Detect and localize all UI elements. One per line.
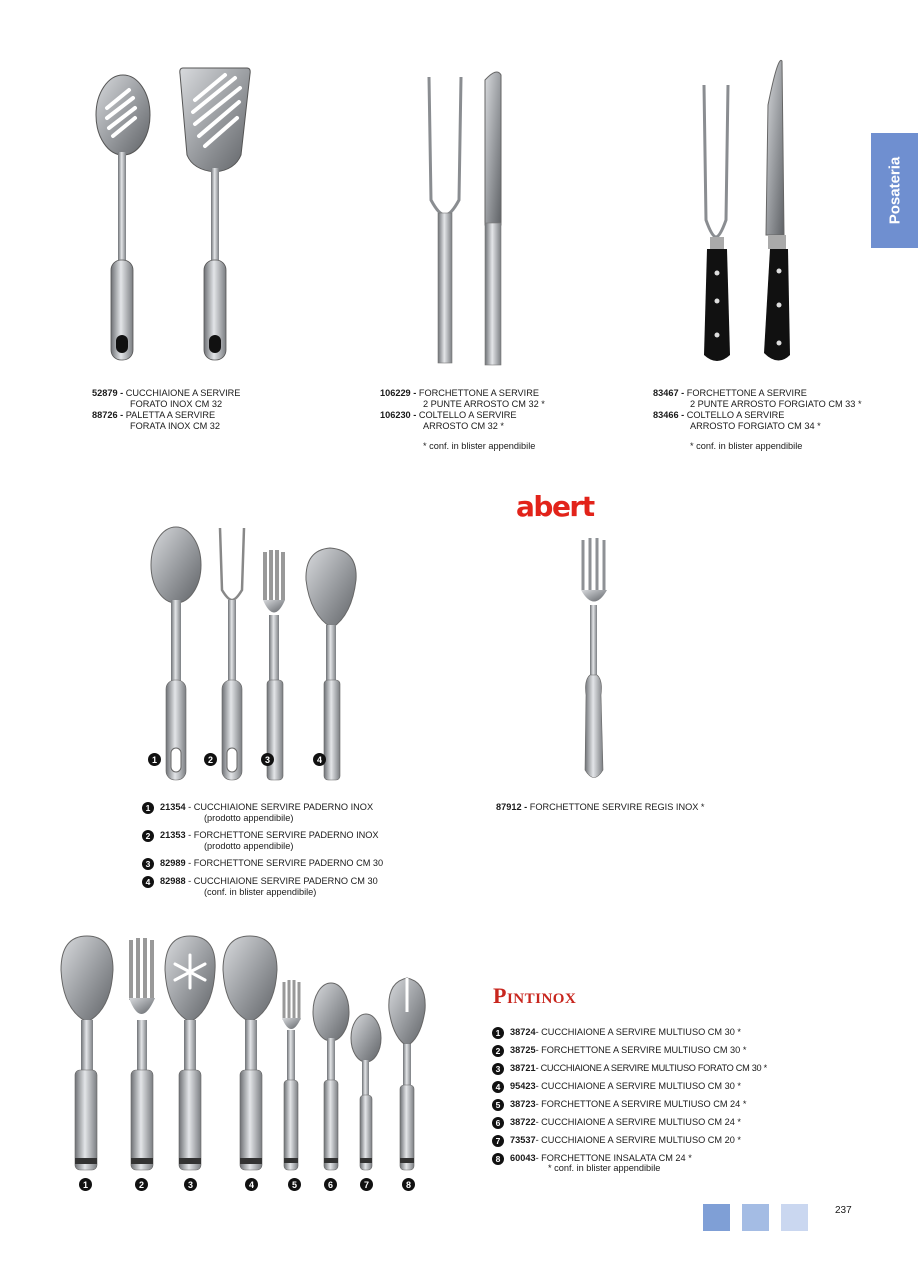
product-desc: - CUCCHIAIONE SERVIRE PADERNO INOX — [185, 802, 374, 812]
pintinox-logo — [493, 983, 576, 1009]
product-code: 106229 - — [380, 388, 417, 398]
item-number-badge: 3 — [492, 1063, 504, 1075]
multiuso-item-list — [492, 1027, 767, 1171]
item-number-badge: 8 — [492, 1153, 504, 1165]
image-number-badge: 5 — [288, 1178, 301, 1191]
product-desc: - FORCHETTONE SERVIRE PADERNO INOX — [185, 830, 379, 840]
product-code: 73537 — [510, 1135, 536, 1145]
product-desc: - CUCCHIAIONE A SERVIRE MULTIUSO FORATO CM 30 * — [535, 1063, 767, 1073]
product-desc: ARROSTO FORGIATO CM 34 * — [690, 421, 821, 431]
product-code: 95423 — [510, 1081, 536, 1091]
item-number-badge: 2 — [492, 1045, 504, 1057]
image-number-badge: 2 — [135, 1178, 148, 1191]
paderno-item-list — [142, 802, 383, 904]
product-desc: - FORCHETTONE SERVIRE PADERNO CM 30 — [185, 858, 384, 868]
item-number-badge: 4 — [492, 1081, 504, 1093]
product-desc: - CUCCHIAIONE A SERVIRE MULTIUSO CM 24 * — [535, 1117, 741, 1127]
product-code: 21354 — [160, 802, 186, 812]
list-item — [492, 1099, 767, 1111]
product-desc: - CUCCHIAIONE A SERVIRE MULTIUSO CM 30 * — [535, 1027, 741, 1037]
product-desc: FORATO INOX CM 32 — [130, 399, 223, 409]
product-code: 83466 - — [653, 410, 685, 420]
product-code: 60043 — [510, 1153, 536, 1163]
pintinox-logo-initial: P — [493, 983, 507, 1008]
section-tab-label: Posateria — [886, 156, 904, 225]
product-code: 106230 - — [380, 410, 417, 420]
caption-regis — [496, 802, 705, 813]
item-number-badge: 4 — [142, 876, 154, 888]
image-number-badge: 3 — [184, 1178, 197, 1191]
product-code: 87912 - — [496, 802, 528, 812]
item-number-badge: 1 — [492, 1027, 504, 1039]
image-number-badge: 4 — [245, 1178, 258, 1191]
page-number: 237 — [835, 1205, 852, 1216]
forged-carving-fork-and-knife-image — [690, 55, 810, 370]
list-item — [142, 876, 383, 898]
list-item — [492, 1027, 767, 1039]
product-desc: - FORCHETTONE A SERVIRE MULTIUSO CM 30 * — [535, 1045, 747, 1055]
footer-square — [703, 1204, 730, 1231]
list-item — [492, 1117, 767, 1129]
caption-right-top — [653, 388, 862, 452]
image-number-badge: 1 — [79, 1178, 92, 1191]
product-code: 82988 — [160, 876, 186, 886]
pintinox-logo-rest: INTINOX — [506, 991, 577, 1007]
product-desc: 2 PUNTE ARROSTO CM 32 * — [423, 399, 545, 409]
product-desc: PALETTA A SERVIRE — [123, 410, 216, 420]
product-code: 82989 — [160, 858, 186, 868]
product-desc: - CUCCHIAIONE A SERVIRE MULTIUSO CM 20 * — [535, 1135, 741, 1145]
list-item — [492, 1135, 767, 1147]
item-number-badge: 2 — [142, 830, 154, 842]
product-desc: - FORCHETTONE A SERVIRE MULTIUSO CM 24 * — [535, 1099, 747, 1109]
product-desc: COLTELLO A SERVIRE — [684, 410, 785, 420]
abert-logo: abert — [516, 490, 594, 523]
product-desc: FORCHETTONE A SERVIRE — [684, 388, 807, 398]
carving-fork-and-knife-image — [415, 65, 525, 370]
image-number-badge: 3 — [261, 753, 274, 766]
item-number-badge: 6 — [492, 1117, 504, 1129]
product-note: (prodotto appendibile) — [204, 841, 294, 851]
footer-square — [742, 1204, 769, 1231]
blister-note: * conf. in blister appendibile — [548, 1163, 661, 1173]
item-number-badge: 1 — [142, 802, 154, 814]
product-desc: FORATA INOX CM 32 — [130, 421, 221, 431]
image-number-badge: 8 — [402, 1178, 415, 1191]
blister-note: * conf. in blister appendibile — [690, 441, 803, 451]
product-desc: FORCHETTONE A SERVIRE — [416, 388, 539, 398]
product-desc: - FORCHETTONE INSALATA CM 24 * — [535, 1153, 692, 1163]
product-desc: COLTELLO A SERVIRE — [416, 410, 517, 420]
caption-left-top — [92, 388, 240, 432]
product-code: 21353 — [160, 830, 186, 840]
product-code: 38724 — [510, 1027, 536, 1037]
item-number-badge: 3 — [142, 858, 154, 870]
product-note: (prodotto appendibile) — [204, 813, 294, 823]
slotted-spoon-and-spatula-image — [85, 60, 275, 365]
paderno-serving-set-image — [140, 520, 360, 785]
product-desc: CUCCHIAIONE A SERVIRE — [123, 388, 241, 398]
list-item — [142, 830, 383, 852]
image-number-badge: 6 — [324, 1178, 337, 1191]
product-code: 83467 - — [653, 388, 685, 398]
product-code: 38722 — [510, 1117, 536, 1127]
list-item — [492, 1081, 767, 1093]
product-desc: ARROSTO CM 32 * — [423, 421, 505, 431]
product-desc: FORCHETTONE SERVIRE REGIS INOX * — [527, 802, 705, 812]
blister-note: * conf. in blister appendibile — [423, 441, 536, 451]
item-number-badge: 7 — [492, 1135, 504, 1147]
list-item — [492, 1063, 767, 1075]
regis-serving-fork-image — [570, 535, 620, 785]
product-code: 38725 — [510, 1045, 536, 1055]
multiuso-serving-set-image — [55, 930, 440, 1175]
section-tab — [871, 133, 918, 248]
list-item — [142, 802, 383, 824]
image-number-badge: 1 — [148, 753, 161, 766]
footer-square — [781, 1204, 808, 1231]
item-number-badge: 5 — [492, 1099, 504, 1111]
image-number-badge: 7 — [360, 1178, 373, 1191]
product-note: (conf. in blister appendibile) — [204, 887, 317, 897]
product-desc: - CUCCHIAIONE SERVIRE PADERNO CM 30 — [185, 876, 378, 886]
product-desc: - CUCCHIAIONE A SERVIRE MULTIUSO CM 30 * — [535, 1081, 741, 1091]
list-item — [142, 858, 383, 870]
product-code: 88726 - — [92, 410, 124, 420]
product-code: 38721 — [510, 1063, 536, 1073]
caption-center-top — [380, 388, 545, 452]
product-code: 52879 - — [92, 388, 124, 398]
product-desc: 2 PUNTE ARROSTO FORGIATO CM 33 * — [690, 399, 862, 409]
product-code: 38723 — [510, 1099, 536, 1109]
image-number-badge: 4 — [313, 753, 326, 766]
list-item — [492, 1045, 767, 1057]
image-number-badge: 2 — [204, 753, 217, 766]
